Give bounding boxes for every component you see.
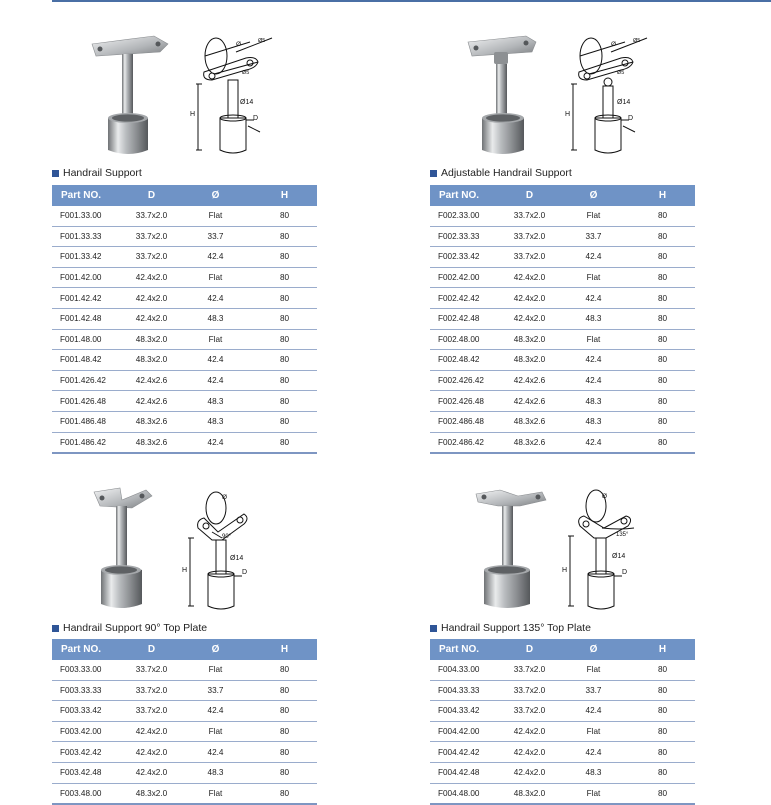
cell-h: 80	[252, 288, 317, 309]
table-row	[430, 206, 695, 226]
cell-h: 80	[630, 247, 695, 268]
cell-h: 80	[252, 350, 317, 371]
table-row	[52, 742, 317, 763]
handrail-support-photo	[84, 30, 174, 162]
cell-d: 33.7x2.0	[502, 206, 557, 226]
section-title-handrail-support-135	[430, 622, 591, 634]
cell-h: 80	[252, 742, 317, 763]
col-header-d: D	[124, 639, 179, 660]
cell-d: 42.4x2.6	[502, 370, 557, 391]
table-row	[430, 432, 695, 453]
cell-d: 33.7x2.0	[124, 206, 179, 226]
cell-d: 42.4x2.0	[502, 742, 557, 763]
cell-phi: 42.4	[557, 247, 630, 268]
col-header-h: H	[252, 185, 317, 206]
cell-phi: Flat	[179, 721, 252, 742]
cell-h: 80	[630, 267, 695, 288]
table-row	[52, 350, 317, 371]
table-row	[430, 742, 695, 763]
cell-part-no: F001.48.00	[52, 329, 124, 350]
cell-h: 80	[630, 721, 695, 742]
table-row	[52, 411, 317, 432]
cell-h: 80	[630, 680, 695, 701]
cell-phi: Flat	[179, 660, 252, 680]
diagram-label-dim-b: Ø5	[617, 70, 625, 76]
diagram-label-d14: Ø14	[230, 555, 244, 562]
table-row	[430, 288, 695, 309]
cell-part-no: F002.426.48	[430, 391, 502, 412]
cell-h: 80	[252, 247, 317, 268]
cell-part-no: F003.42.00	[52, 721, 124, 742]
cell-d: 42.4x2.0	[502, 267, 557, 288]
cell-phi: Flat	[179, 783, 252, 804]
table-row	[52, 267, 317, 288]
cell-d: 33.7x2.0	[502, 680, 557, 701]
cell-h: 80	[630, 370, 695, 391]
col-header-d: D	[502, 185, 557, 206]
diagram-label-d: D	[253, 115, 259, 122]
diagram-label-h: H	[562, 567, 568, 574]
handrail-support-135-photo	[470, 484, 560, 616]
cell-h: 80	[630, 308, 695, 329]
cell-d: 42.4x2.6	[502, 391, 557, 412]
cell-d: 42.4x2.6	[124, 391, 179, 412]
diagram-label-d: D	[242, 569, 248, 576]
cell-phi: 42.4	[557, 701, 630, 722]
cell-h: 80	[252, 308, 317, 329]
cell-part-no: F003.42.42	[52, 742, 124, 763]
bullet-square-icon	[52, 625, 59, 632]
cell-phi: Flat	[179, 329, 252, 350]
table-row	[430, 391, 695, 412]
cell-h: 80	[630, 701, 695, 722]
table-row	[430, 308, 695, 329]
cell-d: 42.4x2.0	[124, 742, 179, 763]
cell-phi: 42.4	[557, 432, 630, 453]
diagram-label-d14: Ø14	[240, 99, 254, 106]
cell-d: 42.4x2.0	[124, 288, 179, 309]
handrail-support-90-diagram	[182, 488, 272, 616]
cell-h: 80	[630, 391, 695, 412]
cell-phi: 48.3	[179, 391, 252, 412]
cell-d: 42.4x2.0	[124, 762, 179, 783]
table-row	[430, 411, 695, 432]
cell-h: 80	[252, 391, 317, 412]
diagram-label-d14: Ø14	[617, 99, 631, 106]
cell-phi: Flat	[179, 206, 252, 226]
bullet-square-icon	[430, 625, 437, 632]
table-row	[52, 329, 317, 350]
cell-part-no: F001.42.48	[52, 308, 124, 329]
cell-part-no: F003.42.48	[52, 762, 124, 783]
cell-h: 80	[252, 329, 317, 350]
cell-d: 48.3x2.6	[124, 432, 179, 453]
cell-phi: 48.3	[179, 308, 252, 329]
cell-phi: Flat	[179, 267, 252, 288]
cell-part-no: F002.42.48	[430, 308, 502, 329]
table-row	[52, 762, 317, 783]
cell-d: 42.4x2.0	[502, 762, 557, 783]
cell-part-no: F001.486.42	[52, 432, 124, 453]
cell-d: 33.7x2.0	[502, 660, 557, 680]
cell-d: 48.3x2.0	[502, 329, 557, 350]
section-title-text: Handrail Support 135° Top Plate	[441, 622, 591, 634]
col-header-d: D	[502, 639, 557, 660]
col-header-h: H	[630, 639, 695, 660]
cell-phi: 42.4	[179, 350, 252, 371]
cell-phi: 42.4	[179, 288, 252, 309]
col-header-part-no: Part NO.	[430, 185, 502, 206]
cell-h: 80	[630, 350, 695, 371]
cell-phi: 48.3	[557, 391, 630, 412]
cell-phi: 42.4	[179, 432, 252, 453]
cell-d: 33.7x2.0	[124, 701, 179, 722]
cell-h: 80	[630, 660, 695, 680]
table-row	[52, 391, 317, 412]
header-rule	[52, 0, 771, 2]
cell-d: 42.4x2.0	[502, 308, 557, 329]
cell-d: 48.3x2.0	[124, 329, 179, 350]
cell-d: 42.4x2.0	[124, 267, 179, 288]
table-row	[430, 680, 695, 701]
cell-part-no: F004.42.00	[430, 721, 502, 742]
diagram-label-dim-a: Ø5	[633, 38, 641, 44]
cell-phi: 33.7	[557, 680, 630, 701]
cell-d: 33.7x2.0	[124, 226, 179, 247]
cell-h: 80	[630, 432, 695, 453]
handrail-support-90-photo	[86, 484, 166, 616]
cell-d: 42.4x2.6	[124, 370, 179, 391]
table-row	[430, 247, 695, 268]
diagram-label-phi: Ø	[236, 41, 242, 48]
diagram-label-d: D	[628, 115, 634, 122]
cell-h: 80	[630, 226, 695, 247]
cell-part-no: F003.33.42	[52, 701, 124, 722]
cell-d: 33.7x2.0	[502, 226, 557, 247]
section-title-text: Adjustable Handrail Support	[441, 167, 572, 179]
cell-part-no: F002.486.48	[430, 411, 502, 432]
cell-phi: 42.4	[179, 370, 252, 391]
cell-h: 80	[252, 370, 317, 391]
cell-h: 80	[252, 206, 317, 226]
diagram-label-h: H	[190, 111, 196, 118]
diagram-label-dim-a: Ø5	[258, 38, 266, 44]
cell-part-no: F001.48.42	[52, 350, 124, 371]
cell-phi: Flat	[557, 660, 630, 680]
col-header-phi: Ø	[179, 639, 252, 660]
bullet-square-icon	[52, 170, 59, 177]
cell-h: 80	[630, 742, 695, 763]
diagram-label-angle: 90°	[222, 534, 232, 540]
cell-h: 80	[252, 226, 317, 247]
cell-d: 33.7x2.0	[502, 701, 557, 722]
cell-h: 80	[252, 762, 317, 783]
cell-part-no: F002.426.42	[430, 370, 502, 391]
col-header-phi: Ø	[179, 185, 252, 206]
col-header-part-no: Part NO.	[52, 639, 124, 660]
table-row	[52, 432, 317, 453]
section-title-text: Handrail Support	[63, 167, 142, 179]
spec-table-handrail-support-90	[52, 639, 317, 805]
cell-part-no: F004.42.48	[430, 762, 502, 783]
col-header-phi: Ø	[557, 185, 630, 206]
table-row	[52, 288, 317, 309]
adjustable-handrail-support-photo	[462, 30, 562, 162]
cell-part-no: F003.33.00	[52, 660, 124, 680]
cell-part-no: F002.33.42	[430, 247, 502, 268]
cell-phi: 42.4	[179, 742, 252, 763]
table-row	[52, 680, 317, 701]
handrail-support-135-diagram	[562, 488, 652, 616]
cell-part-no: F002.42.42	[430, 288, 502, 309]
table-row	[430, 226, 695, 247]
diagram-label-phi: Ø	[611, 41, 617, 48]
cell-h: 80	[630, 329, 695, 350]
table-row	[430, 762, 695, 783]
diagram-label-d14: Ø14	[612, 553, 626, 560]
cell-d: 33.7x2.0	[124, 680, 179, 701]
cell-part-no: F002.33.33	[430, 226, 502, 247]
col-header-phi: Ø	[557, 639, 630, 660]
cell-phi: 42.4	[557, 350, 630, 371]
diagram-label-phi: Ø	[222, 494, 228, 501]
cell-part-no: F004.33.00	[430, 660, 502, 680]
table-row	[430, 721, 695, 742]
cell-part-no: F003.33.33	[52, 680, 124, 701]
cell-part-no: F002.33.00	[430, 206, 502, 226]
cell-h: 80	[252, 680, 317, 701]
cell-part-no: F004.48.00	[430, 783, 502, 804]
cell-part-no: F002.42.00	[430, 267, 502, 288]
cell-phi: 48.3	[557, 762, 630, 783]
spec-table-handrail-support	[52, 185, 317, 454]
cell-h: 80	[630, 288, 695, 309]
cell-h: 80	[630, 783, 695, 804]
section-title-adjustable-handrail-support	[430, 167, 572, 179]
cell-h: 80	[252, 267, 317, 288]
cell-d: 33.7x2.0	[502, 247, 557, 268]
cell-part-no: F004.33.33	[430, 680, 502, 701]
cell-part-no: F004.42.42	[430, 742, 502, 763]
cell-part-no: F002.48.42	[430, 350, 502, 371]
spec-table-adjustable-handrail-support	[430, 185, 695, 454]
section-title-handrail-support	[52, 167, 142, 179]
cell-phi: Flat	[557, 721, 630, 742]
table-row	[52, 370, 317, 391]
table-row	[52, 721, 317, 742]
col-header-part-no: Part NO.	[52, 185, 124, 206]
cell-phi: 48.3	[557, 308, 630, 329]
cell-d: 42.4x2.0	[502, 288, 557, 309]
cell-d: 42.4x2.0	[502, 721, 557, 742]
cell-part-no: F001.42.42	[52, 288, 124, 309]
cell-phi: 42.4	[557, 742, 630, 763]
diagram-label-d: D	[622, 569, 628, 576]
cell-h: 80	[630, 206, 695, 226]
cell-part-no: F001.426.48	[52, 391, 124, 412]
cell-phi: 33.7	[179, 680, 252, 701]
cell-part-no: F001.33.42	[52, 247, 124, 268]
cell-d: 48.3x2.6	[502, 432, 557, 453]
table-row	[52, 226, 317, 247]
cell-part-no: F001.33.33	[52, 226, 124, 247]
table-row	[430, 329, 695, 350]
cell-part-no: F001.486.48	[52, 411, 124, 432]
spec-table-handrail-support-135	[430, 639, 695, 805]
handrail-support-diagram	[190, 32, 280, 162]
table-row	[52, 308, 317, 329]
cell-part-no: F002.48.00	[430, 329, 502, 350]
cell-d: 33.7x2.0	[124, 660, 179, 680]
cell-d: 48.3x2.6	[124, 411, 179, 432]
cell-phi: 48.3	[179, 762, 252, 783]
cell-d: 48.3x2.0	[124, 350, 179, 371]
cell-phi: 42.4	[179, 247, 252, 268]
cell-d: 42.4x2.0	[124, 308, 179, 329]
cell-d: 48.3x2.0	[502, 783, 557, 804]
bullet-square-icon	[430, 170, 437, 177]
cell-part-no: F001.33.00	[52, 206, 124, 226]
col-header-h: H	[252, 639, 317, 660]
table-row	[430, 660, 695, 680]
diagram-label-h: H	[565, 111, 571, 118]
cell-phi: 42.4	[179, 701, 252, 722]
cell-part-no: F003.48.00	[52, 783, 124, 804]
table-row	[52, 701, 317, 722]
col-header-d: D	[124, 185, 179, 206]
cell-h: 80	[630, 411, 695, 432]
cell-h: 80	[252, 721, 317, 742]
diagram-label-dim-b: Ø5	[242, 70, 250, 76]
table-row	[430, 370, 695, 391]
cell-phi: 33.7	[557, 226, 630, 247]
table-row	[430, 267, 695, 288]
table-row	[430, 701, 695, 722]
diagram-label-phi: Ø	[602, 493, 608, 500]
cell-d: 48.3x2.0	[502, 350, 557, 371]
diagram-label-h: H	[182, 567, 188, 574]
cell-part-no: F001.426.42	[52, 370, 124, 391]
cell-part-no: F002.486.42	[430, 432, 502, 453]
section-title-handrail-support-90	[52, 622, 207, 634]
cell-phi: Flat	[557, 783, 630, 804]
cell-phi: 48.3	[557, 411, 630, 432]
cell-phi: Flat	[557, 206, 630, 226]
cell-d: 42.4x2.0	[124, 721, 179, 742]
cell-phi: 48.3	[179, 411, 252, 432]
table-row	[52, 206, 317, 226]
table-row	[430, 350, 695, 371]
cell-part-no: F004.33.42	[430, 701, 502, 722]
cell-h: 80	[252, 660, 317, 680]
cell-d: 33.7x2.0	[124, 247, 179, 268]
section-title-text: Handrail Support 90° Top Plate	[63, 622, 208, 634]
cell-h: 80	[630, 762, 695, 783]
adjustable-handrail-support-diagram	[565, 32, 655, 162]
col-header-h: H	[630, 185, 695, 206]
cell-h: 80	[252, 783, 317, 804]
cell-d: 48.3x2.0	[124, 783, 179, 804]
cell-h: 80	[252, 411, 317, 432]
cell-phi: Flat	[557, 329, 630, 350]
diagram-label-angle: 135°	[616, 532, 629, 538]
cell-h: 80	[252, 701, 317, 722]
table-row	[52, 247, 317, 268]
cell-phi: 42.4	[557, 370, 630, 391]
cell-phi: 42.4	[557, 288, 630, 309]
col-header-part-no: Part NO.	[430, 639, 502, 660]
cell-part-no: F001.42.00	[52, 267, 124, 288]
cell-phi: 33.7	[179, 226, 252, 247]
cell-phi: Flat	[557, 267, 630, 288]
table-row	[52, 660, 317, 680]
cell-d: 48.3x2.6	[502, 411, 557, 432]
cell-h: 80	[252, 432, 317, 453]
